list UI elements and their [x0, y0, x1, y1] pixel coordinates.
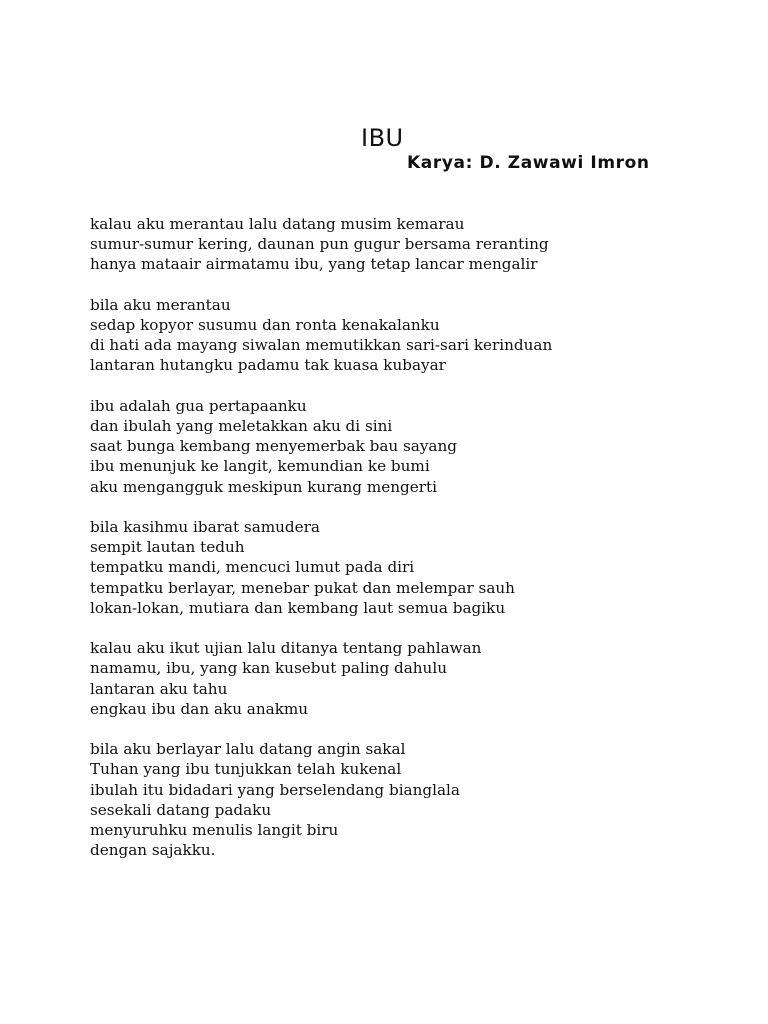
poem-line: sempit lautan teduh [90, 538, 245, 557]
poem-line: sumur-sumur kering, daunan pun gugur bersama reranting [90, 235, 549, 254]
poem-line: lantaran hutangku padamu tak kuasa kubayar [90, 356, 446, 375]
poem-author: Karya: D. Zawawi Imron [407, 153, 650, 173]
poem-body [90, 214, 730, 881]
poem-line: tempatku berlayar, menebar pukat dan melempar sauh [90, 578, 515, 597]
poem-stanza [90, 214, 730, 275]
poem-stanza [90, 638, 730, 719]
poem-stanza [90, 295, 730, 376]
poem-line: ibu adalah gua pertapaanku [90, 396, 307, 415]
poem-line: namamu, ibu, yang kan kusebut paling dahulu [90, 659, 447, 678]
poem-line: di hati ada mayang siwalan memutikkan sari-sari kerinduan [90, 336, 553, 355]
poem-title: IBU [361, 124, 404, 152]
poem-line: tempatku mandi, mencuci lumut pada diri [90, 558, 415, 577]
poem-line: kalau aku ikut ujian lalu ditanya tentang pahlawan [90, 639, 482, 658]
poem-line: kalau aku merantau lalu datang musim kemarau [90, 215, 465, 233]
poem-line: dengan sajakku. [90, 841, 216, 860]
poem-line: bila kasihmu ibarat samudera [90, 518, 320, 536]
poem-line: hanya mataair airmatamu ibu, yang tetap lancar mengalir [90, 255, 538, 274]
poem-line: bila aku berlayar lalu datang angin sakal [90, 740, 406, 759]
poem-line: ibu menunjuk ke langit, kemundian ke bumi [90, 457, 430, 476]
poem-line: lokan-lokan, mutiara dan kembang laut semua bagiku [90, 598, 506, 617]
poem-line: engkau ibu dan aku anakmu [90, 699, 309, 718]
poem-line: bila aku merantau [90, 295, 231, 314]
poem-line: aku mengangguk meskipun kurang mengerti [90, 477, 437, 496]
poem-line: menyuruhku menulis langit biru [90, 821, 339, 840]
poem-line: saat bunga kembang menyemerbak bau sayang [90, 437, 457, 456]
poem-stanza [90, 396, 730, 497]
poem-line: sedap kopyor susumu dan ronta kenakalanku [90, 316, 440, 334]
poem-line: lantaran aku tahu [90, 679, 228, 698]
poem-line: ibulah itu bidadari yang berselendang bianglala [90, 780, 460, 799]
poem-line: dan ibulah yang meletakkan aku di sini [90, 417, 393, 435]
poem-line: Tuhan yang ibu tunjukkan telah kukenal [90, 760, 402, 779]
poem-line: sesekali datang padaku [90, 800, 272, 819]
poem-stanza [90, 739, 730, 860]
poem-stanza [90, 517, 730, 618]
